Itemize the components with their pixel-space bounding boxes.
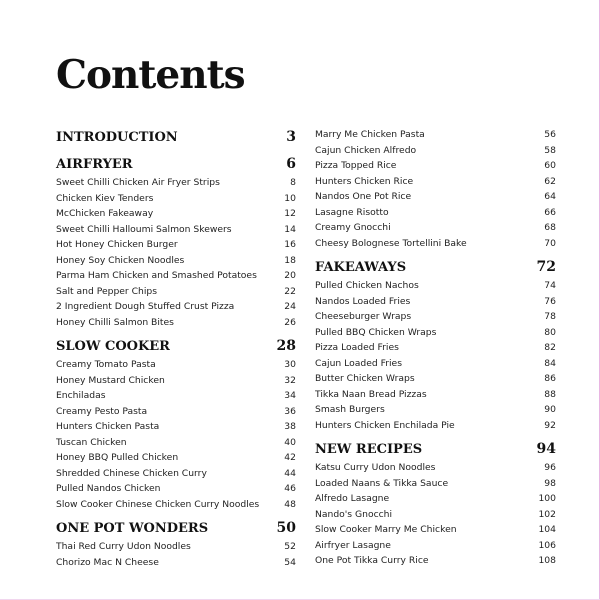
toc-entry[interactable] xyxy=(56,435,296,451)
entry-title: Slow Cooker Marry Me Chicken xyxy=(315,524,457,535)
entry-title: McChicken Fakeaway xyxy=(56,208,154,219)
toc-entry[interactable] xyxy=(56,466,296,482)
entry-page-number: 82 xyxy=(544,342,556,353)
toc-entry[interactable] xyxy=(56,357,296,373)
entry-title: Tuscan Chicken xyxy=(56,436,127,448)
toc-entry[interactable] xyxy=(315,278,556,294)
toc-entry[interactable] xyxy=(56,191,296,207)
toc-entry[interactable] xyxy=(56,555,296,571)
entry-page-number: 18 xyxy=(284,254,296,266)
section-header-new-recipes[interactable] xyxy=(315,439,556,460)
entry-title: Hot Honey Chicken Burger xyxy=(56,239,178,250)
entry-page-number: 48 xyxy=(284,498,296,510)
section-title: AIRFRYER xyxy=(56,157,133,172)
entry-page-number: 26 xyxy=(284,316,296,328)
entry-page-number: 14 xyxy=(284,223,296,235)
entry-page-number: 8 xyxy=(290,177,296,188)
entry-title: Nandos Loaded Fries xyxy=(315,295,411,307)
entry-page-number: 16 xyxy=(284,239,296,250)
toc-entry[interactable] xyxy=(315,418,556,434)
toc-entry[interactable] xyxy=(315,553,556,569)
entry-title: Creamy Pesto Pasta xyxy=(56,405,148,417)
entry-title: Cajun Chicken Alfredo xyxy=(315,144,417,156)
entry-page-number: 54 xyxy=(284,556,296,568)
toc-entry[interactable] xyxy=(56,299,296,315)
entry-title: Hunters Chicken Pasta xyxy=(56,421,160,432)
toc-entry[interactable] xyxy=(315,189,556,205)
entry-title: Lasagne Risotto xyxy=(315,206,389,218)
toc-entry[interactable] xyxy=(315,507,556,523)
entry-title: One Pot Tikka Curry Rice xyxy=(315,555,429,566)
toc-entry[interactable] xyxy=(315,402,556,418)
toc-entry[interactable] xyxy=(56,450,296,466)
entry-page-number: 52 xyxy=(284,541,296,552)
entry-title: Sweet Chilli Halloumi Salmon Skewers xyxy=(56,223,232,235)
entry-title: Pizza Loaded Fries xyxy=(315,342,399,353)
section-title: ONE POT WONDERS xyxy=(56,521,209,536)
entry-title: Salt and Pepper Chips xyxy=(56,285,158,297)
toc-entry[interactable] xyxy=(56,404,296,420)
entry-title: Sweet Chilli Chicken Air Fryer Strips xyxy=(56,177,220,188)
section-page-number: 72 xyxy=(536,259,556,275)
entry-page-number: 12 xyxy=(284,208,296,219)
entry-page-number: 30 xyxy=(284,359,296,370)
entry-title: Marry Me Chicken Pasta xyxy=(315,129,425,140)
entry-page-number: 96 xyxy=(544,462,556,473)
entry-title: Chicken Kiev Tenders xyxy=(56,192,154,204)
section-header-fakeaways[interactable] xyxy=(315,257,556,278)
entry-page-number: 86 xyxy=(544,373,556,384)
toc-entry[interactable] xyxy=(56,419,296,435)
entry-page-number: 56 xyxy=(544,129,556,140)
entry-page-number: 88 xyxy=(544,388,556,400)
toc-entry[interactable] xyxy=(315,538,556,554)
entry-page-number: 90 xyxy=(544,404,556,415)
section-title: SLOW COOKER xyxy=(56,339,170,354)
entry-page-number: 22 xyxy=(284,285,296,297)
entry-page-number: 32 xyxy=(284,374,296,386)
toc-entry[interactable] xyxy=(56,373,296,389)
entry-title: Honey Soy Chicken Noodles xyxy=(56,254,185,266)
entry-title: Katsu Curry Udon Noodles xyxy=(315,462,436,473)
entry-title: Pulled Nandos Chicken xyxy=(56,483,161,494)
toc-entry[interactable] xyxy=(315,127,556,143)
entry-title: Butter Chicken Wraps xyxy=(315,373,415,384)
entry-title: 2 Ingredient Dough Stuffed Crust Pizza xyxy=(56,301,235,312)
toc-entry[interactable] xyxy=(56,206,296,222)
entry-page-number: 46 xyxy=(284,483,296,494)
entry-page-number: 108 xyxy=(538,555,556,566)
section-page-number: 3 xyxy=(286,129,296,145)
contents-right-column xyxy=(315,127,556,569)
toc-entry[interactable] xyxy=(56,388,296,404)
entry-title: Pizza Topped Rice xyxy=(315,160,397,171)
entry-title: Parma Ham Chicken and Smashed Potatoes xyxy=(56,270,257,281)
entry-title: Honey Mustard Chicken xyxy=(56,374,165,386)
section-page-number: 6 xyxy=(286,156,296,172)
entry-page-number: 10 xyxy=(284,192,296,204)
contents-left-column xyxy=(56,127,296,570)
entry-title: Airfryer Lasagne xyxy=(315,539,391,551)
toc-entry[interactable] xyxy=(315,387,556,403)
toc-entry[interactable] xyxy=(315,143,556,159)
toc-entry[interactable] xyxy=(56,284,296,300)
section-header-one-pot-wonders[interactable] xyxy=(56,518,296,539)
toc-entry[interactable] xyxy=(315,236,556,252)
toc-entry[interactable] xyxy=(315,371,556,387)
entry-page-number: 66 xyxy=(544,206,556,218)
toc-entry[interactable] xyxy=(315,356,556,372)
entry-page-number: 42 xyxy=(284,452,296,463)
entry-title: Alfredo Lasagne xyxy=(315,493,390,504)
entry-page-number: 100 xyxy=(538,493,556,504)
entry-page-number: 104 xyxy=(538,524,556,535)
entry-page-number: 106 xyxy=(538,539,556,551)
toc-entry[interactable] xyxy=(315,309,556,325)
entry-title: Loaded Naans & Tikka Sauce xyxy=(315,477,449,489)
section-page-number: 94 xyxy=(536,441,556,457)
entry-title: Cajun Loaded Fries xyxy=(315,357,402,369)
entry-page-number: 36 xyxy=(284,405,296,417)
entry-page-number: 60 xyxy=(544,160,556,171)
toc-entry[interactable] xyxy=(315,174,556,190)
entry-page-number: 80 xyxy=(544,326,556,338)
entry-page-number: 98 xyxy=(544,477,556,489)
toc-entry[interactable] xyxy=(56,237,296,253)
toc-entry[interactable] xyxy=(315,220,556,236)
entry-page-number: 70 xyxy=(544,237,556,249)
entry-title: Cheesy Bolognese Tortellini Bake xyxy=(315,237,467,249)
section-page-number: 28 xyxy=(276,338,296,354)
section-header-slow-cooker[interactable] xyxy=(56,336,296,357)
entry-page-number: 58 xyxy=(544,144,556,156)
page-title: Contents xyxy=(56,52,245,98)
entry-title: Pulled Chicken Nachos xyxy=(315,280,419,291)
toc-entry[interactable] xyxy=(315,476,556,492)
toc-entry[interactable] xyxy=(56,175,296,191)
entry-title: Pulled BBQ Chicken Wraps xyxy=(315,326,437,338)
entry-page-number: 64 xyxy=(544,191,556,202)
entry-page-number: 62 xyxy=(544,175,556,187)
entry-page-number: 102 xyxy=(538,508,556,520)
entry-page-number: 44 xyxy=(284,467,296,479)
entry-title: Thai Red Curry Udon Noodles xyxy=(56,541,191,552)
entry-title: Creamy Gnocchi xyxy=(315,222,391,233)
toc-entry[interactable] xyxy=(56,222,296,238)
entry-title: Shredded Chinese Chicken Curry xyxy=(56,467,207,479)
toc-entry[interactable] xyxy=(56,539,296,555)
section-title: FAKEAWAYS xyxy=(315,260,407,275)
entry-page-number: 40 xyxy=(284,436,296,448)
section-title: NEW RECIPES xyxy=(315,442,423,457)
toc-entry[interactable] xyxy=(315,158,556,174)
entry-page-number: 76 xyxy=(544,295,556,307)
entry-title: Honey BBQ Pulled Chicken xyxy=(56,452,179,463)
entry-page-number: 38 xyxy=(284,421,296,432)
entry-title: Hunters Chicken Enchilada Pie xyxy=(315,419,455,431)
toc-entry[interactable] xyxy=(315,491,556,507)
entry-page-number: 68 xyxy=(544,222,556,233)
entry-page-number: 34 xyxy=(284,390,296,401)
toc-entry[interactable] xyxy=(56,481,296,497)
entry-title: Cheeseburger Wraps xyxy=(315,311,412,322)
toc-entry[interactable] xyxy=(315,340,556,356)
section-title: INTRODUCTION xyxy=(56,130,178,145)
entry-title: Nandos One Pot Rice xyxy=(315,191,412,202)
entry-title: Enchiladas xyxy=(56,390,106,401)
toc-entry[interactable] xyxy=(56,497,296,513)
toc-entry[interactable] xyxy=(315,294,556,310)
toc-entry[interactable] xyxy=(56,268,296,284)
entry-page-number: 20 xyxy=(284,270,296,281)
toc-entry[interactable] xyxy=(315,205,556,221)
entry-page-number: 24 xyxy=(284,301,296,312)
entry-title: Smash Burgers xyxy=(315,404,385,415)
entry-title: Creamy Tomato Pasta xyxy=(56,359,156,370)
entry-title: Tikka Naan Bread Pizzas xyxy=(315,388,427,400)
entry-page-number: 78 xyxy=(544,311,556,322)
section-header-introduction[interactable] xyxy=(56,127,296,148)
toc-entry[interactable] xyxy=(315,522,556,538)
entry-title: Chorizo Mac N Cheese xyxy=(56,556,159,568)
entry-title: Hunters Chicken Rice xyxy=(315,175,414,187)
entry-title: Honey Chilli Salmon Bites xyxy=(56,316,174,328)
entry-page-number: 74 xyxy=(544,280,556,291)
toc-entry[interactable] xyxy=(315,460,556,476)
section-header-airfryer[interactable] xyxy=(56,154,296,175)
toc-entry[interactable] xyxy=(56,315,296,331)
toc-entry[interactable] xyxy=(56,253,296,269)
entry-page-number: 84 xyxy=(544,357,556,369)
entry-title: Nando's Gnocchi xyxy=(315,508,393,520)
section-page-number: 50 xyxy=(276,520,296,536)
entry-title: Slow Cooker Chinese Chicken Curry Noodles xyxy=(56,498,260,510)
entry-page-number: 92 xyxy=(544,419,556,431)
toc-entry[interactable] xyxy=(315,325,556,341)
